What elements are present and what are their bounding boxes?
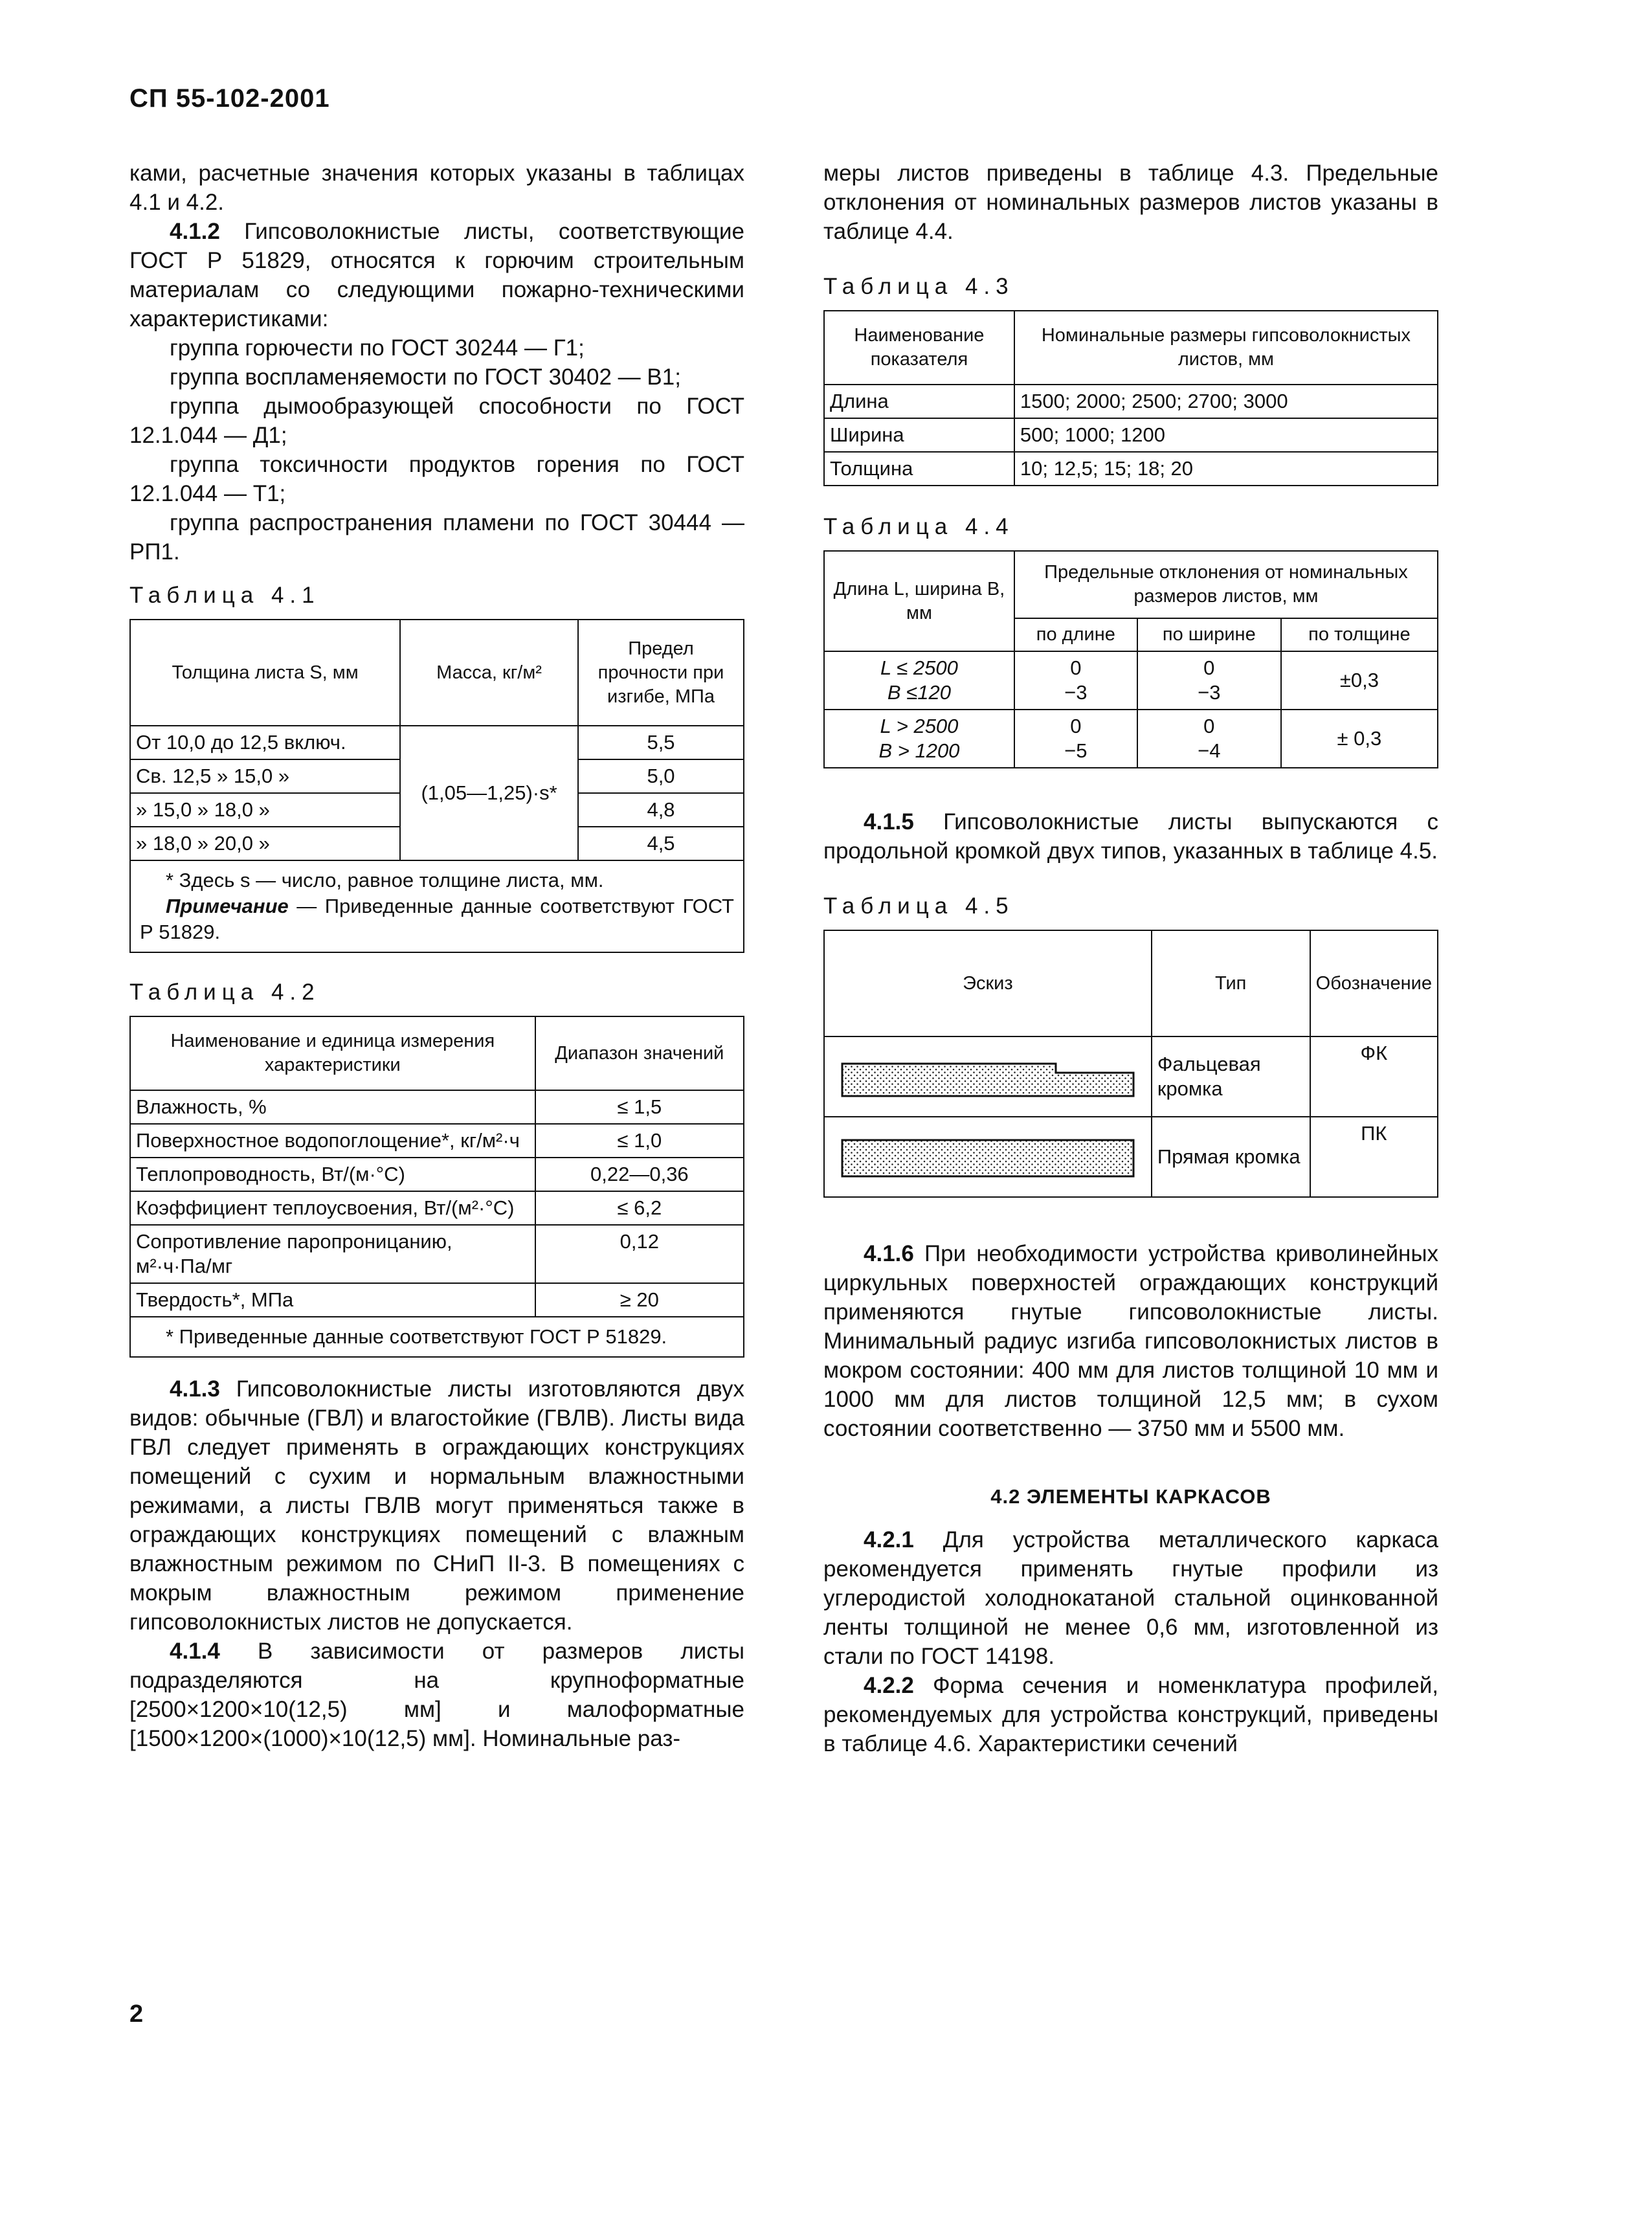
table-header: Наименование показателя	[824, 311, 1014, 385]
table-cell: Поверхностное водопоглощение*, кг/м²·ч	[130, 1124, 535, 1158]
straight-edge-sketch	[836, 1131, 1140, 1183]
table-cell: » 15,0 » 18,0 »	[130, 793, 400, 827]
table-cell: ПК	[1310, 1117, 1438, 1197]
table-cell: ≤ 6,2	[535, 1191, 744, 1225]
table-4-3	[823, 310, 1438, 486]
table-note	[130, 1317, 744, 1357]
table-cell: ± 0,3	[1281, 710, 1438, 768]
paragraph-text: Форма сечения и номенклатура профилей, рекомендуемых для устройства конструкций, приведены в таблице 4.6. Характеристики сечений	[823, 1673, 1438, 1756]
table-cell: ≥ 20	[535, 1283, 744, 1317]
table-row	[824, 418, 1438, 452]
table-4-2-title: Таблица 4.2	[129, 980, 320, 1005]
table-cell: Коэффициент теплоусвоения, Вт/(м²·°С)	[130, 1191, 535, 1225]
table-cell: 4,8	[578, 793, 744, 827]
table-4-4	[823, 550, 1438, 768]
table-cell: 0 −4	[1137, 710, 1281, 768]
table-cell: Сопротивление паропроницанию, м²·ч·Па/мг	[130, 1225, 535, 1283]
table-row	[130, 1090, 744, 1124]
table-4-4-title: Таблица 4.4	[823, 514, 1014, 539]
table-cell: 4,5	[578, 827, 744, 860]
fire-item: группа горючести по ГОСТ 30244 — Г1;	[170, 335, 585, 361]
table-row	[130, 726, 744, 759]
paragraph-4-1-4	[129, 1637, 744, 1753]
paragraph-4-2-2	[823, 1671, 1438, 1758]
table-4-1	[129, 619, 744, 953]
table-header: Обозначение	[1310, 930, 1438, 1036]
paragraph-continuation: меры листов приведены в таблице 4.3. Предельные отклонения от номинальных размеров листов указаны в таблице 4.4.	[823, 161, 1438, 244]
sketch-cell	[824, 1117, 1152, 1197]
clause-number: 4.1.4	[170, 1639, 220, 1664]
table-header: Масса, кг/м²	[400, 620, 578, 726]
paragraph-4-1-6	[823, 1239, 1438, 1443]
table-note	[130, 860, 744, 952]
table-cell: 10; 12,5; 15; 18; 20	[1014, 452, 1438, 486]
right-column	[823, 159, 1438, 1758]
paragraph-4-1-5	[823, 807, 1438, 866]
table-cell: Толщина	[824, 452, 1014, 486]
fire-item: группа токсичности продуктов горения по ГОСТ 12.1.044 — Т1;	[129, 452, 744, 506]
table-cell: 500; 1000; 1200	[1014, 418, 1438, 452]
table-row	[130, 1225, 744, 1283]
left-column	[129, 159, 744, 1753]
paragraph-text: Гипсоволокнистые листы, соответствующие ГОСТ Р 51829, относятся к горючим строительным материалам со следующими пожарно-техническими характеристиками:	[129, 219, 744, 331]
rebated-edge-sketch	[836, 1051, 1140, 1103]
page-number: 2	[129, 2000, 144, 2028]
paragraph-4-1-3	[129, 1374, 744, 1637]
mass-cell: (1,05—1,25)·s*	[400, 726, 578, 860]
footnote: * Здесь s — число, равное толщине листа, мм.	[166, 869, 604, 891]
table-cell: Фальцевая кромка	[1152, 1036, 1310, 1117]
note-label: Примечание	[166, 895, 289, 917]
table-cell: Св. 12,5 » 15,0 »	[130, 759, 400, 793]
table-cell: 5,0	[578, 759, 744, 793]
table-cell: L > 2500 B > 1200	[824, 710, 1014, 768]
table-subheader: по длине	[1014, 618, 1137, 651]
table-subheader: по ширине	[1137, 618, 1281, 651]
table-header: Предельные отклонения от номинальных размеров листов, мм	[1014, 551, 1438, 618]
table-cell: 0,12	[535, 1225, 744, 1283]
table-header: Толщина листа S, мм	[130, 620, 400, 726]
paragraph-text: При необходимости устройства криволинейных циркульных поверхностей ограждающих конструкций применяются гнутые гипсоволокнистые листы. Минимальный радиус изгиба гипсоволокнистых листов в мокром состоянии: 400 мм для листов толщиной 10 мм и 1000 мм для листов толщиной 12,5 мм; в сухом состоянии соответственно — 3750 мм и 5500 мм.	[823, 1241, 1438, 1441]
table-header: Тип	[1152, 930, 1310, 1036]
paragraph-text: Для устройства металлического каркаса рекомендуется применять гнутые профили из углеродистой холоднокатаной стальной оцинкованной ленты толщиной не менее 0,6 мм, изготовленной из стали по ГОСТ 14198.	[823, 1527, 1438, 1669]
table-cell: Теплопроводность, Вт/(м·°С)	[130, 1158, 535, 1191]
table-cell: Твердость*, МПа	[130, 1283, 535, 1317]
paragraph-text: В зависимости от размеров листы подразделяются на крупноформатные [2500×1200×10(12,5) мм] и малоформатные [1500×1200×(1000)×10(12,5) мм]. Номинальные раз-	[129, 1639, 744, 1751]
table-cell: 0,22—0,36	[535, 1158, 744, 1191]
table-row	[130, 1124, 744, 1158]
table-row	[824, 1117, 1438, 1197]
table-row	[824, 1036, 1438, 1117]
note	[140, 893, 734, 945]
table-cell: » 18,0 » 20,0 »	[130, 827, 400, 860]
clause-number: 4.2.2	[864, 1673, 914, 1698]
table-header: Эскиз	[824, 930, 1152, 1036]
table-row	[824, 385, 1438, 418]
table-cell: L ≤ 2500 B ≤120	[824, 651, 1014, 710]
footnote: * Приведенные данные соответствуют ГОСТ Р 51829.	[166, 1325, 667, 1348]
table-cell: Прямая кромка	[1152, 1117, 1310, 1197]
table-header: Длина L, ширина B, мм	[824, 551, 1014, 651]
table-cell: 5,5	[578, 726, 744, 759]
table-cell: 0 −3	[1014, 651, 1137, 710]
fire-item: группа распространения пламени по ГОСТ 30444 — РП1.	[129, 510, 744, 565]
paragraph-4-2-1	[823, 1525, 1438, 1671]
document-code: СП 55-102-2001	[129, 84, 330, 113]
table-4-1-title: Таблица 4.1	[129, 583, 320, 608]
fire-item: группа дымообразующей способности по ГОСТ 12.1.044 — Д1;	[129, 394, 744, 448]
table-row	[130, 1283, 744, 1317]
table-row	[130, 1158, 744, 1191]
section-heading: 4.2 ЭЛЕМЕНТЫ КАРКАСОВ	[990, 1485, 1271, 1508]
table-4-5-title: Таблица 4.5	[823, 893, 1014, 919]
table-header: Диапазон значений	[535, 1016, 744, 1090]
table-cell: Ширина	[824, 418, 1014, 452]
sketch-cell	[824, 1036, 1152, 1117]
table-cell: 0 −3	[1137, 651, 1281, 710]
table-row	[824, 452, 1438, 486]
table-cell: ≤ 1,5	[535, 1090, 744, 1124]
paragraph-text: Гипсоволокнистые листы выпускаются с продольной кромкой двух типов, указанных в таблице 4.5.	[823, 809, 1438, 864]
table-row	[130, 1191, 744, 1225]
table-4-2	[129, 1016, 744, 1358]
table-4-5	[823, 930, 1438, 1198]
table-row	[824, 710, 1438, 768]
paragraph-continuation: ками, расчетные значения которых указаны в таблицах 4.1 и 4.2.	[129, 161, 744, 215]
table-subheader: по толщине	[1281, 618, 1438, 651]
table-cell: Длина	[824, 385, 1014, 418]
clause-number: 4.1.6	[864, 1241, 914, 1266]
paragraph-text: Гипсоволокнистые листы изготовляются двух видов: обычные (ГВЛ) и влагостойкие (ГВЛВ). Листы вида ГВЛ следует применять в ограждающих конструкциях помещений с сухим и нормальным влажностными режимами, а листы ГВЛВ могут применяться также в ограждающих конструкциях помещений с влажным влажностным режимом по СНиП II-3. В помещениях с мокрым влажностным режимом применение гипсоволокнистых листов не допускается.	[129, 1376, 744, 1635]
clause-number: 4.1.5	[864, 809, 914, 834]
table-cell: 1500; 2000; 2500; 2700; 3000	[1014, 385, 1438, 418]
table-cell: От 10,0 до 12,5 включ.	[130, 726, 400, 759]
table-header: Предел прочности при изгибе, МПа	[578, 620, 744, 726]
paragraph-4-1-2	[129, 217, 744, 333]
table-cell: ±0,3	[1281, 651, 1438, 710]
table-cell: Влажность, %	[130, 1090, 535, 1124]
table-cell: ≤ 1,0	[535, 1124, 744, 1158]
table-4-3-title: Таблица 4.3	[823, 274, 1014, 299]
table-header: Наименование и единица измерения характеристики	[130, 1016, 535, 1090]
note-text: — Приведенные данные соответствуют ГОСТ Р 51829.	[140, 895, 734, 943]
clause-number: 4.1.2	[170, 219, 220, 244]
table-cell: 0 −5	[1014, 710, 1137, 768]
table-row	[824, 651, 1438, 710]
table-header: Номинальные размеры гипсоволокнистых листов, мм	[1014, 311, 1438, 385]
fire-item: группа воспламеняемости по ГОСТ 30402 — В1;	[170, 364, 681, 390]
table-cell: ФК	[1310, 1036, 1438, 1117]
clause-number: 4.1.3	[170, 1376, 220, 1402]
clause-number: 4.2.1	[864, 1527, 914, 1552]
